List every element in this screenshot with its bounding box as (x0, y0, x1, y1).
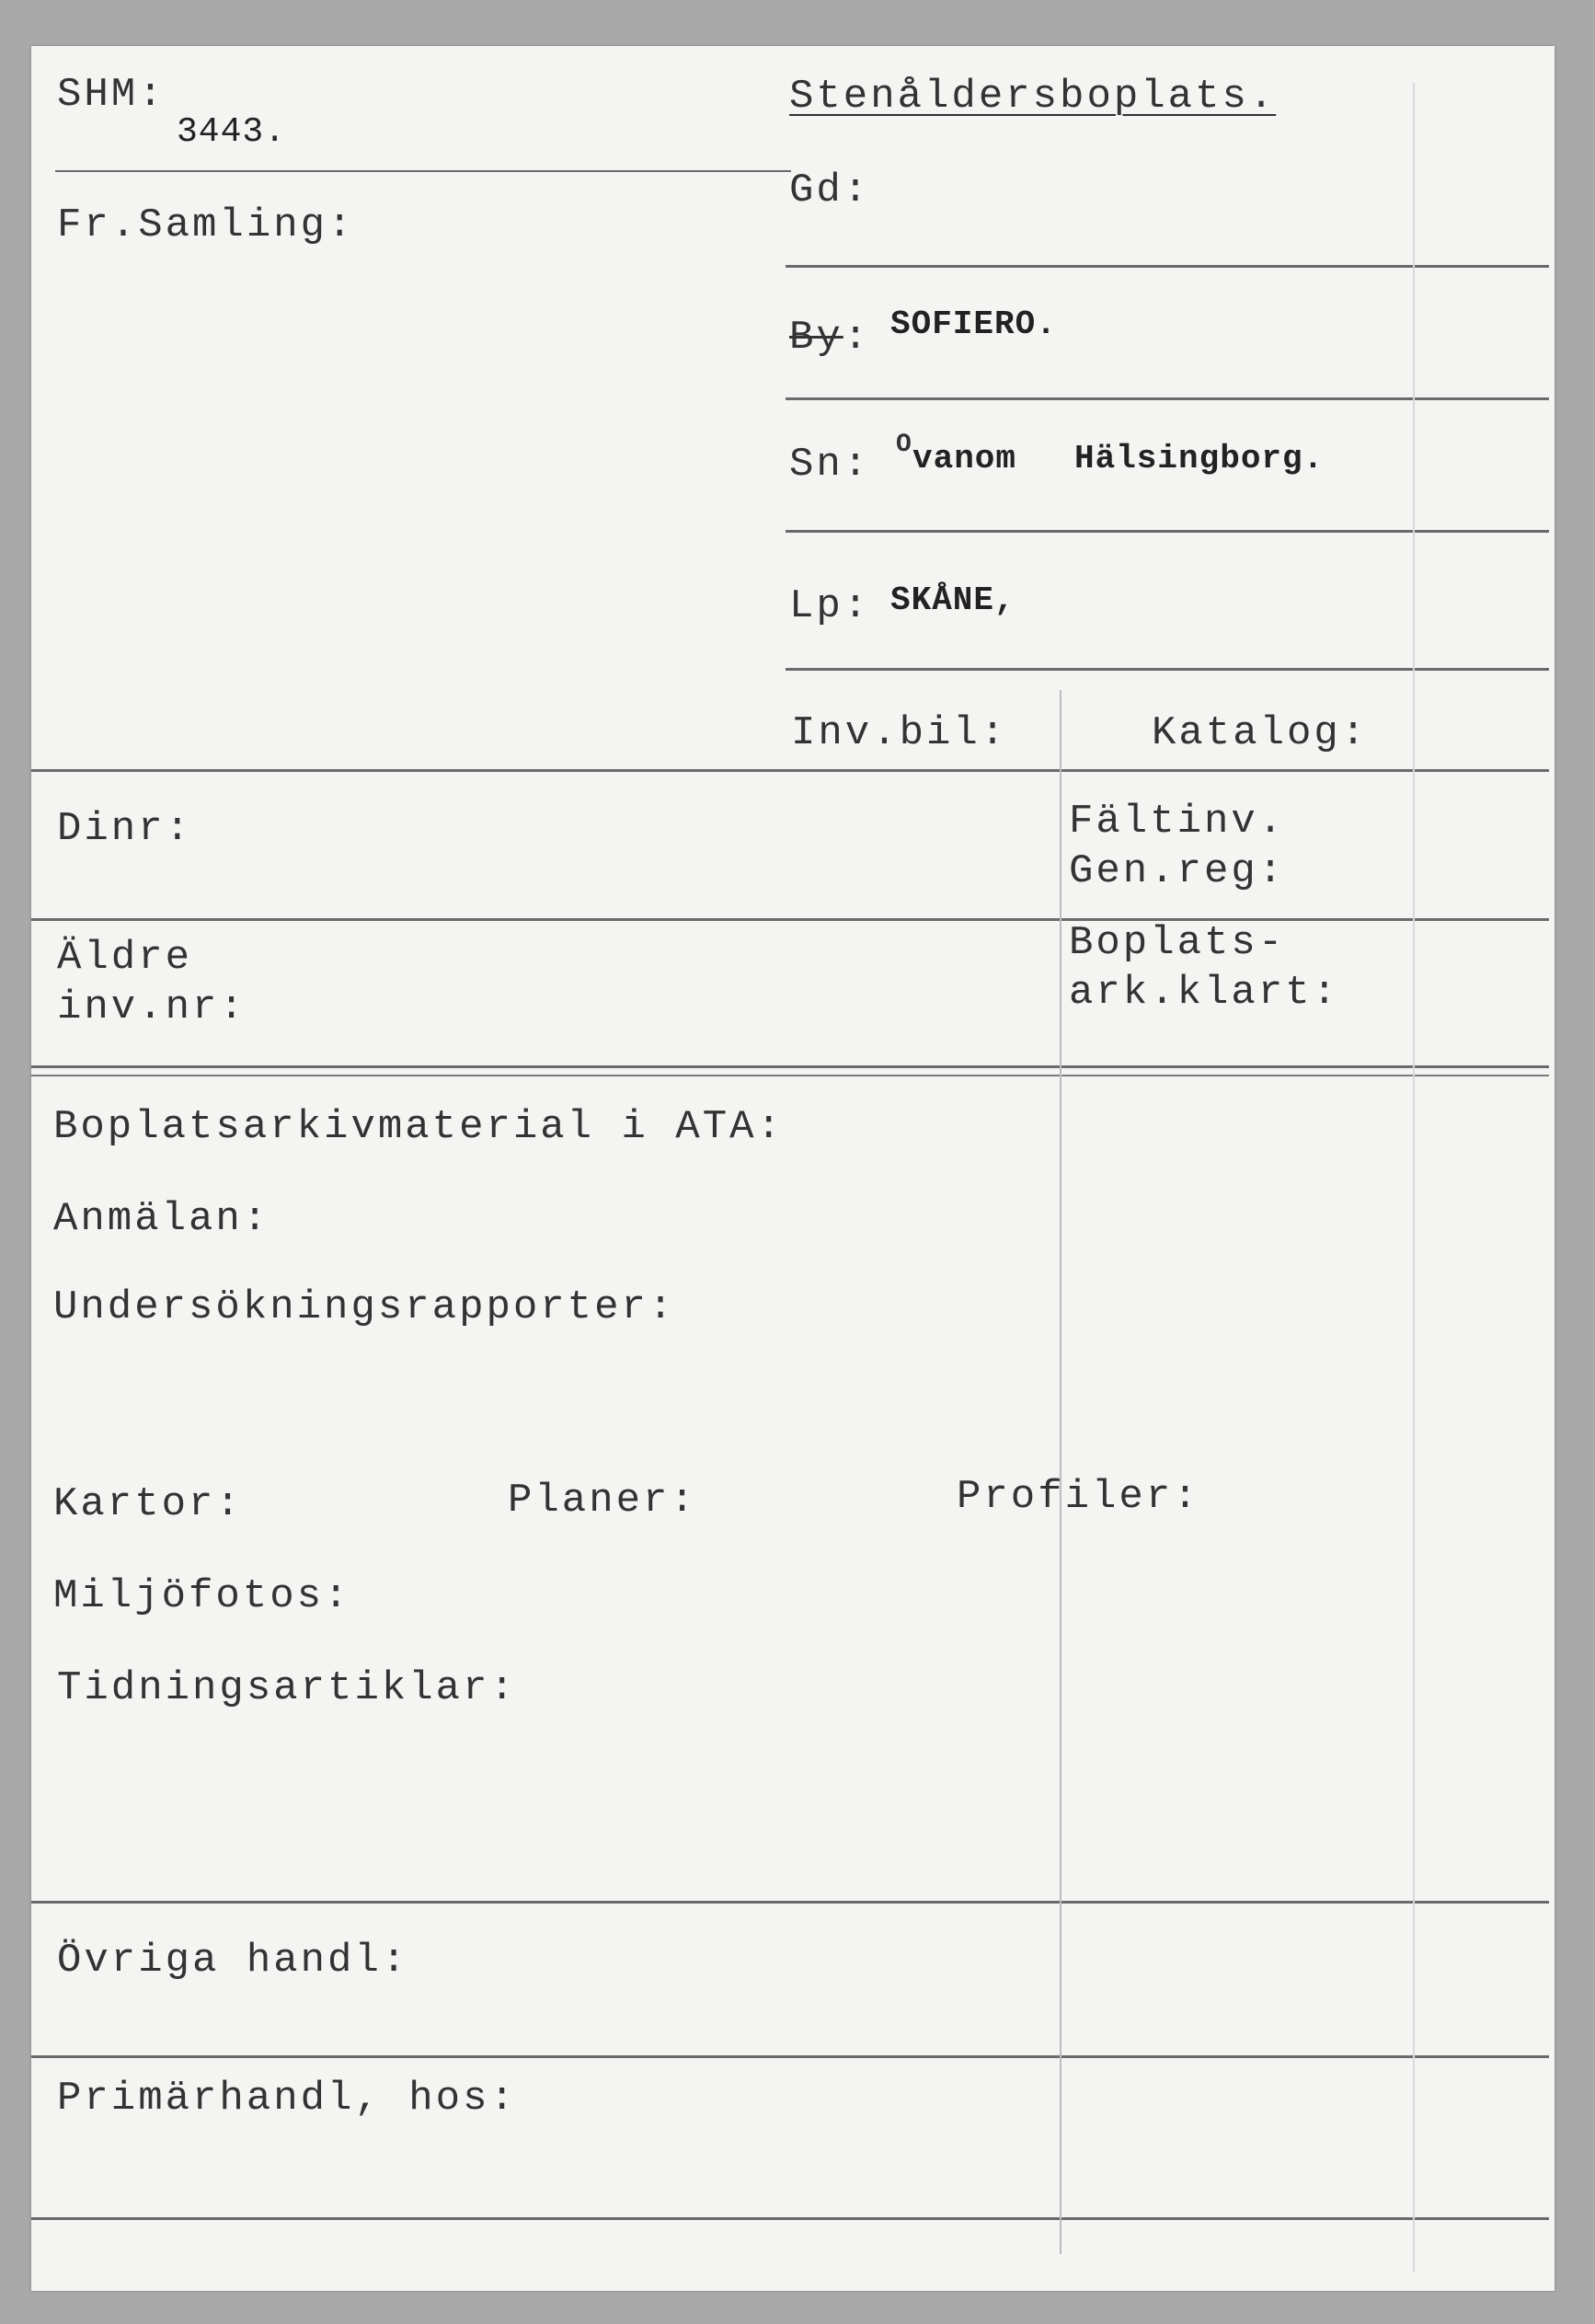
column-divider-faint (1413, 83, 1415, 2272)
shm-label: SHM: (57, 72, 166, 118)
divider-ovriga (31, 2055, 1549, 2058)
by-label: By (789, 315, 843, 361)
kartor-label: Kartor: (53, 1481, 243, 1527)
primarhandl-label: Primärhandl, hos: (57, 2076, 517, 2122)
divider-aldre-1 (31, 1065, 1549, 1068)
boplatsarkiv-label: Boplatsarkivmaterial i ATA: (53, 1104, 784, 1150)
by-label-row (789, 315, 870, 361)
profiler-label: Profiler: (957, 1474, 1200, 1520)
divider-dinr (31, 918, 1549, 921)
lp-label: Lp: (789, 583, 871, 629)
divider-primar (31, 2217, 1549, 2220)
miljofotos-label: Miljöfotos: (53, 1573, 351, 1619)
inv-bil-label: Inv.bil: (791, 710, 1008, 756)
site-type: Stenåldersboplats. (789, 74, 1277, 120)
divider-by (786, 397, 1549, 400)
by-value: SOFIERO. (890, 305, 1057, 343)
ark-klart-label: ark.klart: (1069, 970, 1340, 1016)
fr-samling-label: Fr.Samling: (57, 202, 355, 248)
divider-aldre-2 (31, 1075, 1549, 1076)
divider-sn (786, 530, 1549, 533)
dinr-label: Dinr: (57, 806, 193, 852)
column-divider (1060, 690, 1061, 2254)
lp-value: SKÅNE, (890, 581, 1016, 619)
sn-label: Sn: (789, 442, 871, 488)
gen-reg-label: Gen.reg: (1069, 848, 1286, 894)
sn-value-prefix: O (896, 431, 912, 459)
tidningsartiklar-label: Tidningsartiklar: (57, 1665, 517, 1711)
sn-value-2: Hälsingborg. (1074, 440, 1325, 477)
ovriga-handl-label: Övriga handl: (57, 1938, 409, 1984)
divider-gd (786, 265, 1549, 268)
boplats-label: Boplats- (1069, 920, 1286, 966)
sn-value: vanom (912, 440, 1017, 477)
aldre-label: Äldre (57, 935, 193, 981)
undersokningsrapporter-label: Undersökningsrapporter: (53, 1284, 676, 1330)
shm-number: 3443. (177, 112, 287, 152)
index-card (31, 46, 1555, 2291)
divider-shm (55, 170, 791, 172)
gd-label: Gd: (789, 167, 871, 213)
divider-lp (786, 668, 1549, 671)
divider-tidning (31, 1901, 1549, 1904)
divider-invbil (31, 769, 1549, 772)
anmalan-label: Anmälan: (53, 1196, 270, 1242)
katalog-label: Katalog: (1152, 710, 1369, 756)
planer-label: Planer: (508, 1478, 697, 1524)
by-colon: : (843, 315, 871, 361)
inv-nr-label: inv.nr: (57, 984, 247, 1030)
faltinv-label: Fältinv. (1069, 799, 1286, 845)
